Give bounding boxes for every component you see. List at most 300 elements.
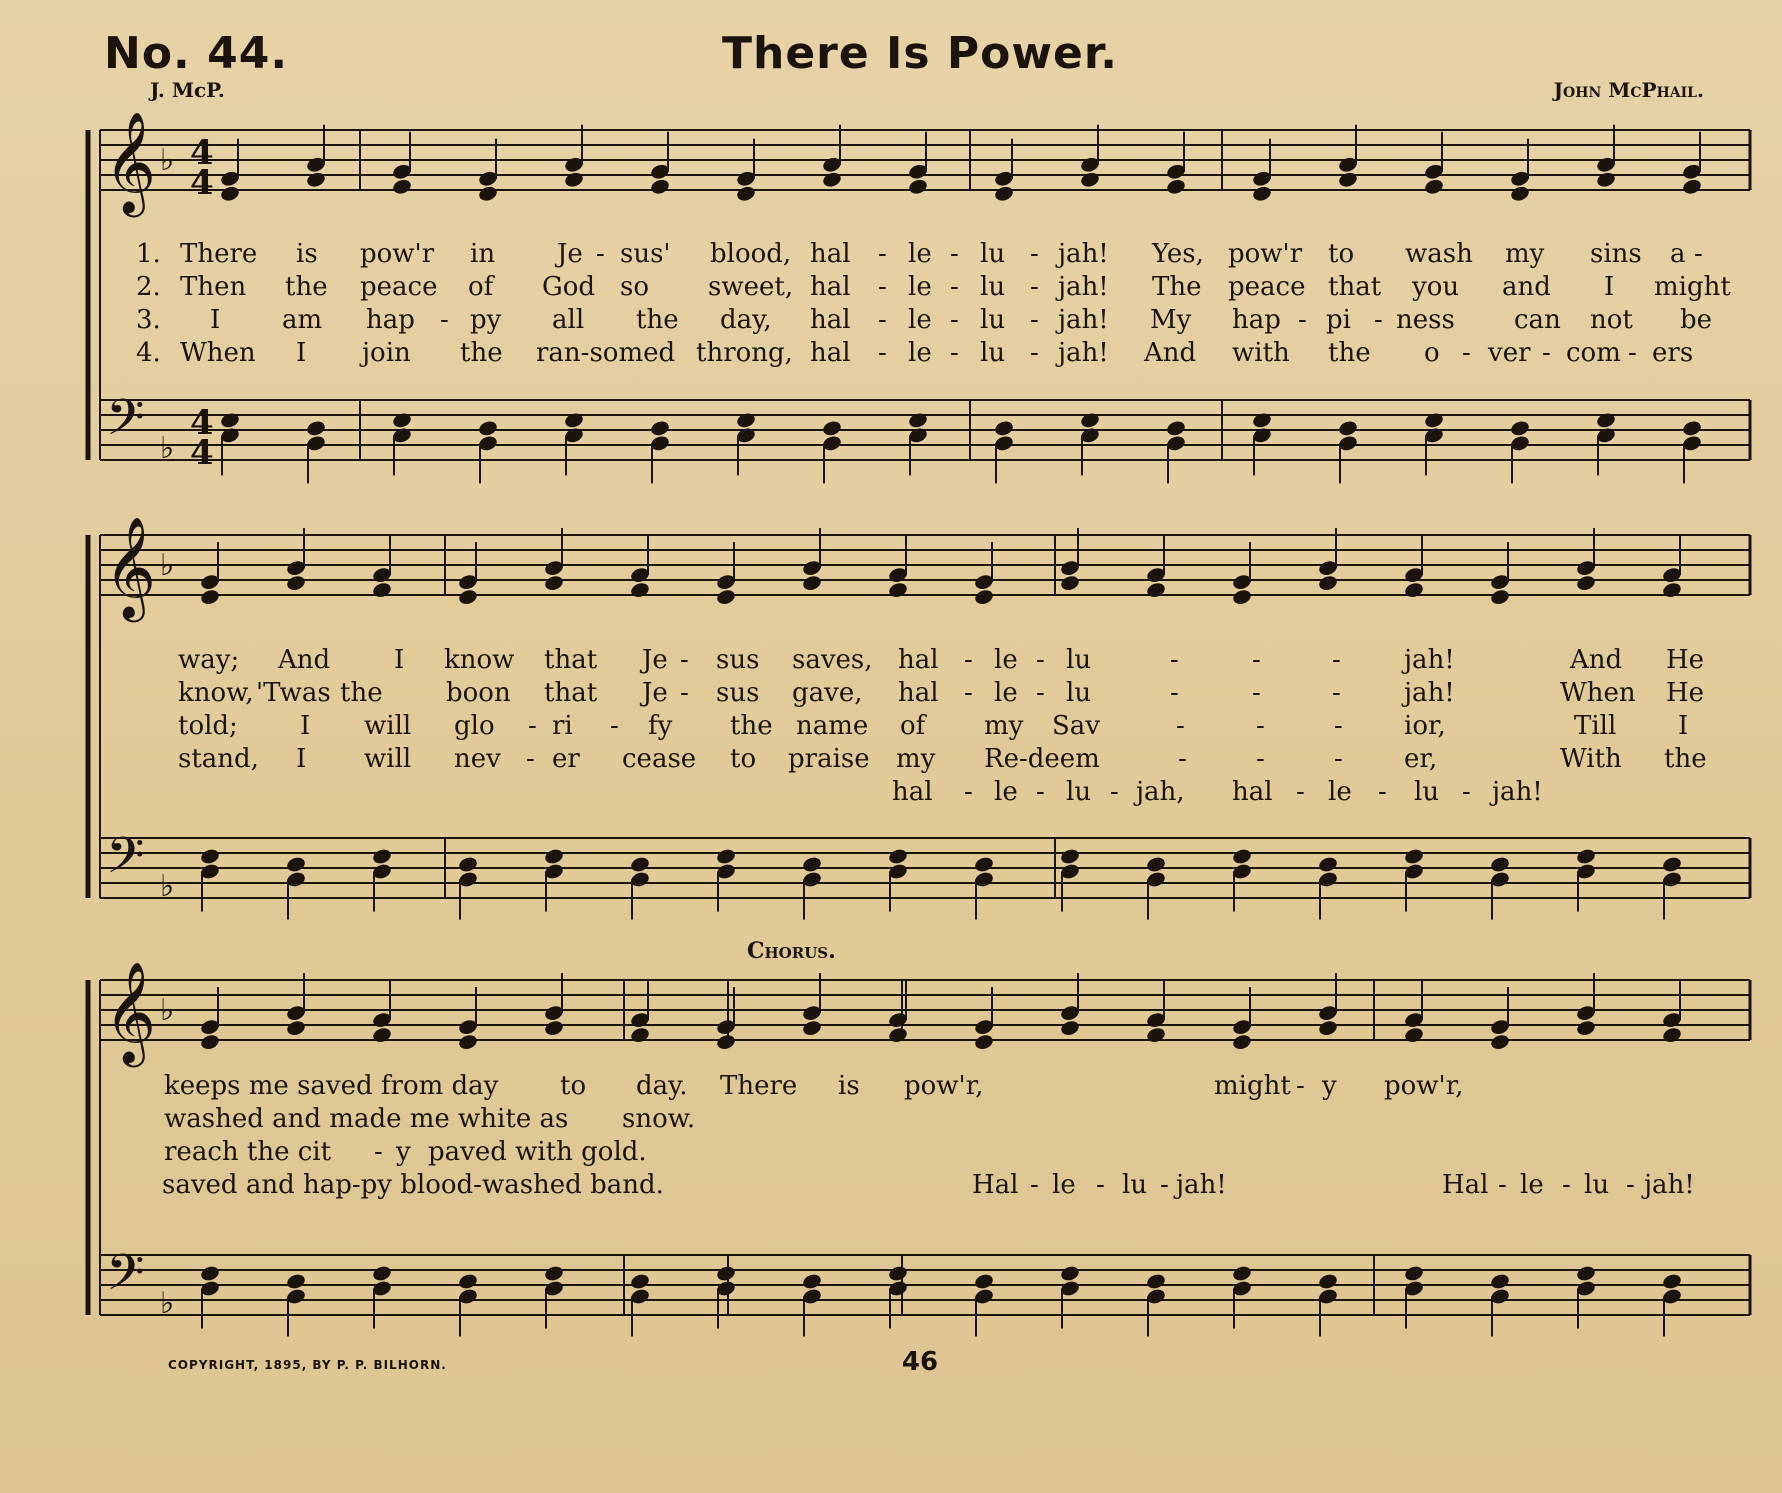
- treble-notehead: [1661, 1026, 1682, 1044]
- treble-notehead: [457, 588, 478, 606]
- lyric-syllable: le: [908, 305, 932, 335]
- bass-notehead: [887, 847, 908, 865]
- verse-number: 4.: [136, 338, 161, 368]
- lyric-syllable: that: [544, 645, 598, 675]
- treble-notehead: [1423, 178, 1444, 196]
- treble-clef-icon: 𝄞: [104, 515, 157, 618]
- lyric-syllable: y: [1322, 1071, 1337, 1101]
- lyric-syllable: my: [1505, 239, 1545, 269]
- lyric-syllable: I: [300, 711, 311, 741]
- treble-notehead: [1231, 1033, 1252, 1051]
- lyric-syllable: pi: [1326, 305, 1351, 335]
- lyric-hyphen: -: [1694, 239, 1703, 269]
- lyric-hyphen: -: [1462, 338, 1471, 368]
- lyric-hyphen: -: [1036, 777, 1045, 807]
- lyric-hyphen: -: [440, 305, 449, 335]
- treble-notehead: [1595, 171, 1616, 189]
- lyric-syllable: snow.: [622, 1104, 696, 1134]
- lyric-syllable: lu: [980, 239, 1006, 269]
- lyric-syllable: keeps me saved from day: [164, 1071, 499, 1101]
- lyric-syllable: le: [1052, 1170, 1076, 1200]
- lyric-syllable: jah!: [1404, 645, 1455, 675]
- treble-notehead: [1337, 171, 1358, 189]
- lyric-hyphen: -: [1176, 711, 1185, 741]
- flat-icon: ♭: [160, 143, 175, 178]
- lyric-syllable: my: [896, 744, 936, 774]
- lyric-syllable: 'Twas: [256, 678, 331, 708]
- lyric-syllable: sus: [716, 645, 760, 675]
- lyric-syllable: With: [1560, 744, 1622, 774]
- lyric-hyphen: -: [1030, 1170, 1039, 1200]
- lyric-syllable: be: [1680, 305, 1713, 335]
- bass-notehead: [1661, 855, 1682, 873]
- lyric-syllable: py: [470, 305, 502, 335]
- treble-notehead: [801, 574, 822, 592]
- lyric-syllable: God: [542, 272, 596, 302]
- treble-notehead: [199, 588, 220, 606]
- lyric-syllable: When: [180, 338, 256, 368]
- lyric-syllable: hal: [1232, 777, 1273, 807]
- lyric-syllable: the: [285, 272, 328, 302]
- lyric-syllable: to: [1328, 239, 1355, 269]
- lyric-syllable: jah!: [1058, 239, 1109, 269]
- lyric-hyphen: -: [680, 645, 689, 675]
- lyric-hyphen: -: [374, 1137, 383, 1167]
- lyric-syllable: a: [1670, 239, 1686, 269]
- lyric-syllable: the: [1664, 744, 1707, 774]
- bass-notehead: [629, 1272, 650, 1290]
- lyric-syllable: hal: [810, 305, 851, 335]
- lyric-syllable: fy: [648, 711, 673, 741]
- treble-clef-icon: 𝄞: [104, 960, 157, 1063]
- lyric-syllable: And: [1570, 645, 1623, 675]
- treble-notehead: [1489, 588, 1510, 606]
- lyric-hyphen: -: [1374, 305, 1383, 335]
- lyric-hyphen: -: [950, 305, 959, 335]
- bass-notehead: [1489, 1272, 1510, 1290]
- bass-notehead: [543, 847, 564, 865]
- lyric-hyphen: -: [596, 239, 605, 269]
- bass-notehead: [1059, 847, 1080, 865]
- lyric-syllable: gave,: [792, 678, 863, 708]
- lyric-syllable: glo: [454, 711, 495, 741]
- bass-notehead: [1145, 855, 1166, 873]
- lyric-syllable: paved with gold.: [428, 1137, 647, 1167]
- lyric-syllable: Re-deem: [984, 744, 1100, 774]
- lyric-syllable: The: [1152, 272, 1202, 302]
- bass-notehead: [821, 419, 842, 437]
- lyric-syllable: is: [838, 1071, 860, 1101]
- lyric-syllable: sins: [1590, 239, 1642, 269]
- lyric-syllable: peace: [360, 272, 438, 302]
- lyric-syllable: lu: [1122, 1170, 1148, 1200]
- lyric-syllable: pow'r,: [1384, 1071, 1464, 1101]
- lyric-hyphen: -: [1170, 678, 1179, 708]
- lyric-syllable: Je: [642, 678, 668, 708]
- lyric-hyphen: -: [950, 272, 959, 302]
- bass-notehead: [1231, 847, 1252, 865]
- lyric-syllable: ver: [1488, 338, 1531, 368]
- lyric-syllable: is: [296, 239, 318, 269]
- treble-notehead: [219, 185, 240, 203]
- lyric-syllable: way;: [178, 645, 240, 675]
- bass-notehead: [715, 847, 736, 865]
- lyric-hyphen: -: [1296, 777, 1305, 807]
- lyric-hyphen: -: [1256, 744, 1265, 774]
- lyric-syllable: com: [1566, 338, 1621, 368]
- treble-notehead: [821, 171, 842, 189]
- lyric-syllable: ness: [1396, 305, 1455, 335]
- lyric-syllable: nev: [454, 744, 501, 774]
- lyric-syllable: le: [994, 645, 1018, 675]
- bass-notehead: [1251, 411, 1272, 429]
- lyric-syllable: ior,: [1404, 711, 1446, 741]
- lyric-syllable: le: [994, 777, 1018, 807]
- bass-notehead: [715, 1264, 736, 1282]
- treble-notehead: [887, 581, 908, 599]
- lyric-syllable: jah!: [1058, 305, 1109, 335]
- lyric-syllable: ers: [1652, 338, 1694, 368]
- bass-notehead: [1489, 855, 1510, 873]
- treble-notehead: [629, 581, 650, 599]
- treble-notehead: [457, 1033, 478, 1051]
- lyric-syllable: There: [720, 1071, 798, 1101]
- lyric-syllable: day,: [720, 305, 772, 335]
- bass-notehead: [199, 1264, 220, 1282]
- bass-notehead: [1403, 1264, 1424, 1282]
- lyric-syllable: Je: [642, 645, 668, 675]
- treble-notehead: [199, 1033, 220, 1051]
- lyric-syllable: in: [470, 239, 496, 269]
- lyric-syllable: might: [1654, 272, 1731, 302]
- treble-notehead: [1059, 574, 1080, 592]
- bass-notehead: [1165, 419, 1186, 437]
- lyric-hyphen: -: [526, 744, 535, 774]
- lyric-hyphen: -: [878, 338, 887, 368]
- treble-notehead: [1145, 581, 1166, 599]
- treble-notehead: [993, 185, 1014, 203]
- lyric-hyphen: -: [1628, 338, 1637, 368]
- lyric-syllable: lu: [980, 305, 1006, 335]
- treble-notehead: [1059, 1019, 1080, 1037]
- time-signature-digit: 4: [190, 433, 214, 473]
- copyright-notice: COPYRIGHT, 1895, BY P. P. BILHORN.: [168, 1358, 447, 1372]
- treble-notehead: [1317, 574, 1338, 592]
- lyric-syllable: le: [908, 338, 932, 368]
- lyric-syllable: of: [468, 272, 494, 302]
- treble-notehead: [649, 178, 670, 196]
- lyric-hyphen: -: [1332, 645, 1341, 675]
- treble-notehead: [371, 581, 392, 599]
- lyric-syllable: jah!: [1644, 1170, 1695, 1200]
- lyric-syllable: le: [908, 272, 932, 302]
- lyric-syllable: jah!: [1058, 338, 1109, 368]
- bass-notehead: [457, 1272, 478, 1290]
- treble-notehead: [1575, 1019, 1596, 1037]
- treble-notehead: [1231, 588, 1252, 606]
- lyric-syllable: boon: [446, 678, 511, 708]
- treble-notehead: [305, 171, 326, 189]
- treble-notehead: [1251, 185, 1272, 203]
- lyric-syllable: Hal: [972, 1170, 1019, 1200]
- lyric-hyphen: -: [1498, 1170, 1507, 1200]
- hymn-number: No. 44.: [104, 28, 289, 79]
- lyric-syllable: He: [1666, 678, 1705, 708]
- bass-notehead: [285, 1272, 306, 1290]
- treble-notehead: [543, 1019, 564, 1037]
- lyric-syllable: know: [444, 645, 515, 675]
- bass-notehead: [973, 1272, 994, 1290]
- flat-icon: ♭: [160, 548, 175, 583]
- lyric-syllable: the: [340, 678, 383, 708]
- flat-icon: ♭: [160, 993, 175, 1028]
- treble-notehead: [285, 574, 306, 592]
- lyric-syllable: hap: [366, 305, 415, 335]
- lyric-syllable: le: [908, 239, 932, 269]
- bass-notehead: [199, 847, 220, 865]
- lyric-syllable: I: [296, 744, 307, 774]
- lyric-hyphen: -: [1036, 678, 1045, 708]
- bass-notehead: [801, 855, 822, 873]
- treble-notehead: [1145, 1026, 1166, 1044]
- lyric-syllable: pow'r: [360, 239, 435, 269]
- lyric-hyphen: -: [950, 338, 959, 368]
- lyric-syllable: saves,: [792, 645, 873, 675]
- lyric-syllable: throng,: [696, 338, 793, 368]
- lyric-hyphen: -: [1252, 678, 1261, 708]
- bass-clef-icon: 𝄢: [106, 389, 145, 459]
- lyric-syllable: hal: [892, 777, 933, 807]
- lyric-hyphen: -: [878, 305, 887, 335]
- lyric-syllable: I: [296, 338, 307, 368]
- bass-notehead: [1661, 1272, 1682, 1290]
- lyric-hyphen: -: [1178, 744, 1187, 774]
- lyric-hyphen: -: [1030, 338, 1039, 368]
- lyric-hyphen: -: [1378, 777, 1387, 807]
- treble-notehead: [715, 1033, 736, 1051]
- lyric-syllable: pow'r,: [904, 1071, 984, 1101]
- lyric-syllable: my: [984, 711, 1024, 741]
- bass-notehead: [1575, 847, 1596, 865]
- lyric-hyphen: -: [1462, 777, 1471, 807]
- lyric-hyphen: -: [878, 239, 887, 269]
- bass-notehead: [973, 855, 994, 873]
- treble-notehead: [1661, 581, 1682, 599]
- bass-notehead: [735, 411, 756, 429]
- treble-notehead: [1681, 178, 1702, 196]
- treble-notehead: [715, 588, 736, 606]
- treble-notehead: [907, 178, 928, 196]
- treble-notehead: [629, 1026, 650, 1044]
- bass-notehead: [219, 411, 240, 429]
- treble-notehead: [1403, 581, 1424, 599]
- bass-notehead: [1509, 419, 1530, 437]
- lyric-syllable: And: [1144, 338, 1197, 368]
- bass-notehead: [1403, 847, 1424, 865]
- lyric-syllable: washed and made me white as: [164, 1104, 569, 1134]
- treble-notehead: [477, 185, 498, 203]
- lyric-syllable: y: [396, 1137, 411, 1167]
- page-number: 46: [901, 1347, 939, 1377]
- lyric-syllable: sus': [620, 239, 671, 269]
- bass-notehead: [1337, 419, 1358, 437]
- words-author: J. McP.: [150, 78, 225, 102]
- lyric-hyphen: -: [964, 777, 973, 807]
- bass-notehead: [1681, 419, 1702, 437]
- lyric-syllable: Then: [180, 272, 247, 302]
- bass-notehead: [477, 419, 498, 437]
- treble-notehead: [1489, 1033, 1510, 1051]
- lyric-hyphen: -: [1096, 1170, 1105, 1200]
- lyric-syllable: lu: [1066, 777, 1092, 807]
- lyric-syllable: jah!: [1058, 272, 1109, 302]
- bass-notehead: [371, 1264, 392, 1282]
- lyric-syllable: the: [1328, 338, 1371, 368]
- lyric-syllable: Hal: [1442, 1170, 1489, 1200]
- lyric-hyphen: -: [950, 239, 959, 269]
- lyric-hyphen: -: [1256, 711, 1265, 741]
- lyric-syllable: Sav: [1052, 711, 1101, 741]
- lyric-hyphen: -: [528, 711, 537, 741]
- treble-notehead: [1079, 171, 1100, 189]
- lyric-syllable: not: [1590, 305, 1633, 335]
- lyric-syllable: hal: [810, 239, 851, 269]
- treble-notehead: [371, 1026, 392, 1044]
- lyric-syllable: lu: [1066, 678, 1092, 708]
- lyric-syllable: sweet,: [708, 272, 794, 302]
- lyric-syllable: can: [1514, 305, 1561, 335]
- lyric-syllable: peace: [1228, 272, 1306, 302]
- treble-notehead: [563, 171, 584, 189]
- lyric-hyphen: -: [1036, 645, 1045, 675]
- lyric-syllable: to: [730, 744, 757, 774]
- lyric-hyphen: -: [1334, 711, 1343, 741]
- treble-notehead: [1165, 178, 1186, 196]
- lyric-syllable: of: [900, 711, 926, 741]
- treble-notehead: [973, 1033, 994, 1051]
- chorus-label: Chorus.: [747, 938, 836, 964]
- lyric-syllable: le: [1520, 1170, 1544, 1200]
- lyric-syllable: wash: [1405, 239, 1473, 269]
- bass-notehead: [1575, 1264, 1596, 1282]
- lyric-hyphen: -: [878, 272, 887, 302]
- lyric-syllable: all: [552, 305, 585, 335]
- lyric-syllable: I: [394, 645, 405, 675]
- lyric-syllable: Je: [557, 239, 583, 269]
- lyric-syllable: know,: [178, 678, 254, 708]
- treble-notehead: [285, 1019, 306, 1037]
- lyric-syllable: pow'r: [1228, 239, 1303, 269]
- lyric-syllable: er: [552, 744, 580, 774]
- lyric-syllable: lu: [980, 338, 1006, 368]
- lyric-syllable: hal: [810, 272, 851, 302]
- lyric-syllable: the: [636, 305, 679, 335]
- bass-notehead: [563, 411, 584, 429]
- lyric-hyphen: -: [1562, 1170, 1571, 1200]
- lyric-hyphen: -: [1334, 744, 1343, 774]
- lyric-hyphen: -: [680, 678, 689, 708]
- treble-notehead: [543, 574, 564, 592]
- treble-notehead: [1509, 185, 1530, 203]
- lyric-syllable: There: [180, 239, 258, 269]
- lyric-syllable: blood,: [710, 239, 792, 269]
- time-signature-digit: 4: [190, 133, 214, 173]
- lyric-syllable: cease: [622, 744, 697, 774]
- lyric-syllable: lu: [1066, 645, 1092, 675]
- lyric-syllable: jah!: [1176, 1170, 1227, 1200]
- bass-notehead: [371, 847, 392, 865]
- lyric-syllable: jah,: [1136, 777, 1185, 807]
- bass-notehead: [1079, 411, 1100, 429]
- lyric-syllable: that: [1328, 272, 1382, 302]
- bass-clef-icon: 𝄢: [106, 1244, 145, 1314]
- bass-notehead: [391, 411, 412, 429]
- time-signature-digit: 4: [190, 403, 214, 443]
- lyric-syllable: am: [282, 305, 323, 335]
- bass-notehead: [285, 855, 306, 873]
- treble-notehead: [1403, 1026, 1424, 1044]
- lyric-syllable: He: [1666, 645, 1705, 675]
- lyric-syllable: will: [364, 711, 412, 741]
- lyric-syllable: told;: [178, 711, 238, 741]
- bass-notehead: [1145, 1272, 1166, 1290]
- lyric-syllable: My: [1150, 305, 1192, 335]
- treble-clef-icon: 𝄞: [104, 110, 157, 213]
- lyric-syllable: join: [362, 338, 411, 368]
- bass-notehead: [1059, 1264, 1080, 1282]
- flat-icon: ♭: [160, 431, 175, 466]
- lyric-hyphen: -: [1332, 678, 1341, 708]
- flat-icon: ♭: [160, 1286, 175, 1321]
- lyric-syllable: with: [1232, 338, 1290, 368]
- lyric-syllable: le: [1328, 777, 1352, 807]
- bass-notehead: [801, 1272, 822, 1290]
- bass-notehead: [993, 419, 1014, 437]
- treble-notehead: [735, 185, 756, 203]
- bass-notehead: [649, 419, 670, 437]
- lyric-syllable: ri: [552, 711, 573, 741]
- lyric-hyphen: -: [1296, 1071, 1305, 1101]
- lyric-syllable: hal: [898, 645, 939, 675]
- lyric-syllable: I: [1678, 711, 1689, 741]
- lyric-syllable: jah!: [1404, 678, 1455, 708]
- bass-clef-icon: 𝄢: [106, 827, 145, 897]
- lyric-syllable: and: [1502, 272, 1551, 302]
- lyric-syllable: hap: [1232, 305, 1281, 335]
- bass-notehead: [887, 1264, 908, 1282]
- lyric-syllable: I: [210, 305, 221, 335]
- verse-number: 3.: [136, 305, 161, 335]
- lyric-hyphen: -: [1160, 1170, 1169, 1200]
- treble-notehead: [1317, 1019, 1338, 1037]
- lyric-syllable: sus: [716, 678, 760, 708]
- lyric-syllable: Till: [1574, 711, 1617, 741]
- lyric-syllable: hal: [810, 338, 851, 368]
- lyric-syllable: lu: [1584, 1170, 1610, 1200]
- bass-notehead: [305, 419, 326, 437]
- lyric-syllable: day.: [636, 1071, 688, 1101]
- music-composer: John McPhail.: [1553, 78, 1704, 102]
- bass-notehead: [629, 855, 650, 873]
- lyric-hyphen: -: [1110, 777, 1119, 807]
- lyric-syllable: er,: [1404, 744, 1438, 774]
- bass-notehead: [1595, 411, 1616, 429]
- lyric-hyphen: -: [1252, 645, 1261, 675]
- lyric-hyphen: -: [1030, 272, 1039, 302]
- lyric-syllable: le: [994, 678, 1018, 708]
- lyric-syllable: jah!: [1492, 777, 1543, 807]
- lyric-hyphen: -: [1626, 1170, 1635, 1200]
